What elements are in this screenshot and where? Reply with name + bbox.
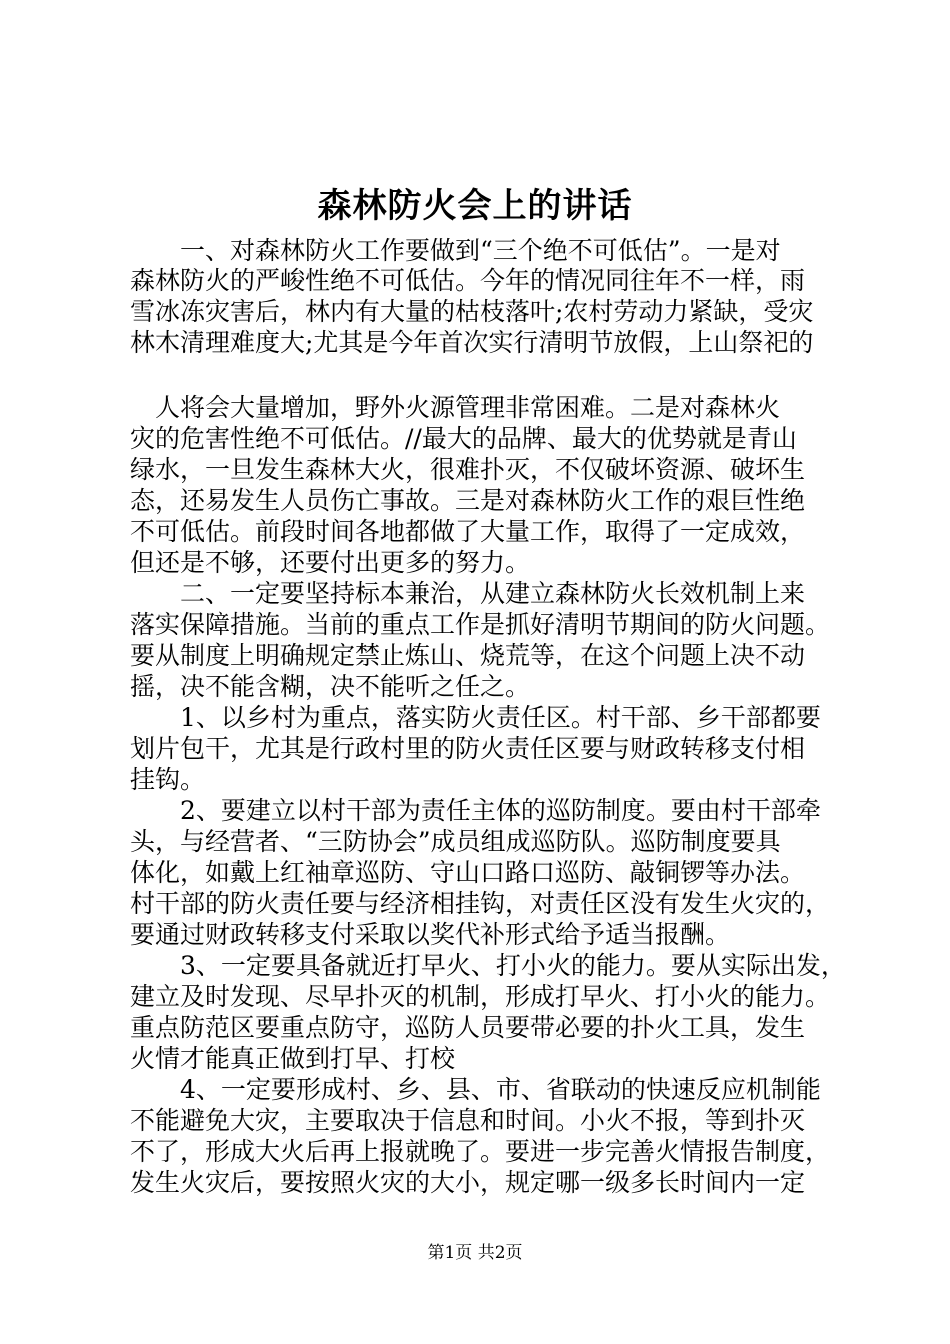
body-line: 发生火灾后，要按照火灾的大小，规定哪一级多长时间内一定 bbox=[130, 1168, 806, 1197]
body-line: 一、对森林防火工作要做到“三个绝不可低估”。一是对 bbox=[130, 236, 781, 265]
body-line: 划片包干，尤其是行政村里的防火责任区要与财政转移支付相 bbox=[130, 734, 806, 763]
body-line: 态，还易发生人员伤亡事故。三是对森林防火工作的艰巨性绝 bbox=[130, 486, 806, 515]
body-line: 体化，如戴上红袖章巡防、守山口路口巡防、敲铜锣等办法。 bbox=[130, 858, 806, 887]
document-title: 森林防火会上的讲话 bbox=[317, 186, 633, 226]
body-line: 挂钩。 bbox=[130, 765, 206, 794]
body-line: 摇，决不能含糊，决不能听之任之。 bbox=[130, 672, 531, 701]
body-line: 林木清理难度大;尤其是今年首次实行清明节放假，上山祭祀的 bbox=[130, 328, 814, 357]
body-line: 头，与经营者、“三防协会”成员组成巡防队。巡防制度要具 bbox=[130, 827, 781, 856]
body-line: 建立及时发现、尽早扑灭的机制，形成打早火、打小火的能力。 bbox=[130, 982, 831, 1011]
body-line: 但还是不够，还要付出更多的努力。 bbox=[130, 548, 531, 577]
body-line: 人将会大量增加，野外火源管理非常困难。二是对森林火 bbox=[130, 393, 781, 422]
body-line: 村干部的防火责任要与经济相挂钩，对责任区没有发生火灾的， bbox=[130, 889, 831, 918]
body-line: 雪冰冻灾害后，林内有大量的枯枝落叶;农村劳动力紧缺，受灾 bbox=[130, 297, 814, 326]
body-line: 要从制度上明确规定禁止炼山、烧荒等，在这个问题上决不动 bbox=[130, 641, 806, 670]
body-line: 3、一定要具备就近打早火、打小火的能力。要从实际出发， bbox=[130, 951, 846, 980]
body-line: 要通过财政转移支付采取以奖代补形式给予适当报酬。 bbox=[130, 920, 731, 949]
body-line: 森林防火的严峻性绝不可低估。今年的情况同往年不一样，雨 bbox=[130, 266, 806, 295]
body-line: 重点防范区要重点防守，巡防人员要带必要的扑火工具，发生 bbox=[130, 1013, 806, 1042]
body-line: 不能避免大灾，主要取决于信息和时间。小火不报，等到扑灭 bbox=[130, 1106, 806, 1135]
body-line: 2、要建立以村干部为责任主体的巡防制度。要由村干部牵 bbox=[130, 796, 821, 825]
page-footer: 第1页 共2页 bbox=[427, 1243, 523, 1263]
body-line: 火情才能真正做到打早、打校 bbox=[130, 1044, 456, 1073]
body-line: 落实保障措施。当前的重点工作是抓好清明节期间的防火问题。 bbox=[130, 610, 831, 639]
body-line: 不可低估。前段时间各地都做了大量工作，取得了一定成效， bbox=[130, 517, 806, 546]
body-line: 绿水，一旦发生森林大火，很难扑灭，不仅破坏资源、破坏生 bbox=[130, 455, 806, 484]
body-line: 4、一定要形成村、乡、县、市、省联动的快速反应机制能 bbox=[130, 1075, 821, 1104]
body-line: 1、以乡村为重点，落实防火责任区。村干部、乡干部都要 bbox=[130, 703, 821, 732]
body-line: 不了，形成大火后再上报就晚了。要进一步完善火情报告制度， bbox=[130, 1137, 831, 1166]
body-line: 灾的危害性绝不可低估。//最大的品牌、最大的优势就是青山 bbox=[130, 424, 797, 453]
body-line: 二、一定要坚持标本兼治，从建立森林防火长效机制上来 bbox=[130, 579, 806, 608]
